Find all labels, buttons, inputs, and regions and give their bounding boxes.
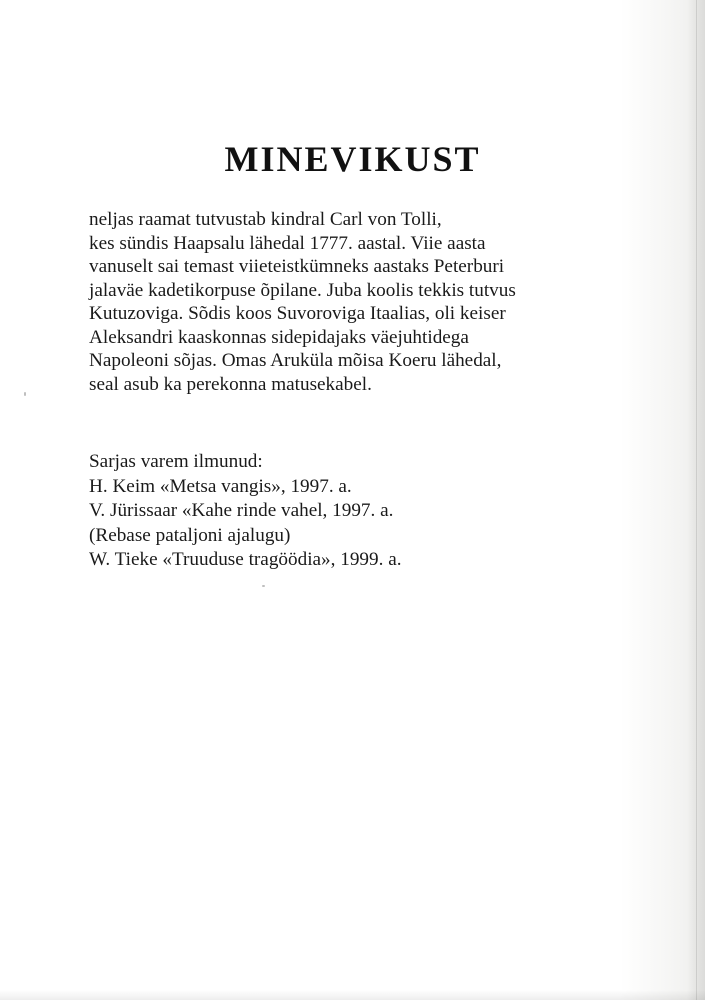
description-line: Kutuzoviga. Sõdis koos Suvoroviga Itaalias, oli keiser (89, 303, 506, 324)
series-heading: Sarjas varem ilmunud: (89, 451, 263, 472)
series-item: W. Tieke «Truuduse tragöödia», 1999. a. (89, 549, 402, 570)
description-line: Napoleoni sõjas. Omas Aruküla mõisa Koeru lähedal, (89, 350, 502, 371)
series-item: H. Keim «Metsa vangis», 1997. a. (89, 475, 352, 497)
book-description (89, 208, 559, 396)
description-line: seal asub ka perekonna matusekabel. (89, 373, 372, 395)
paper-fleck (24, 392, 26, 396)
series-item: V. Jürissaar «Kahe rinde vahel, 1997. a. (89, 500, 394, 521)
description-line: neljas raamat tutvustab kindral Carl von Tolli, (89, 209, 442, 230)
description-line: kes sündis Haapsalu lähedal 1777. aastal. Viie aasta (89, 232, 486, 254)
description-line: jalaväe kadetikorpuse õpilane. Juba koolis tekkis tutvus (89, 279, 516, 301)
description-line: Aleksandri kaaskonnas sidepidajaks väejuhtidega (89, 326, 469, 348)
description-line: vanuselt sai temast viieteistkümneks aastaks Peterburi (89, 256, 505, 277)
series-item: (Rebase pataljoni ajalugu) (89, 524, 291, 546)
bottom-edge-shadow (0, 990, 705, 1000)
series-list (89, 450, 559, 573)
cover-title: MINEVIKUST (224, 139, 481, 179)
paper-fleck (262, 585, 265, 587)
